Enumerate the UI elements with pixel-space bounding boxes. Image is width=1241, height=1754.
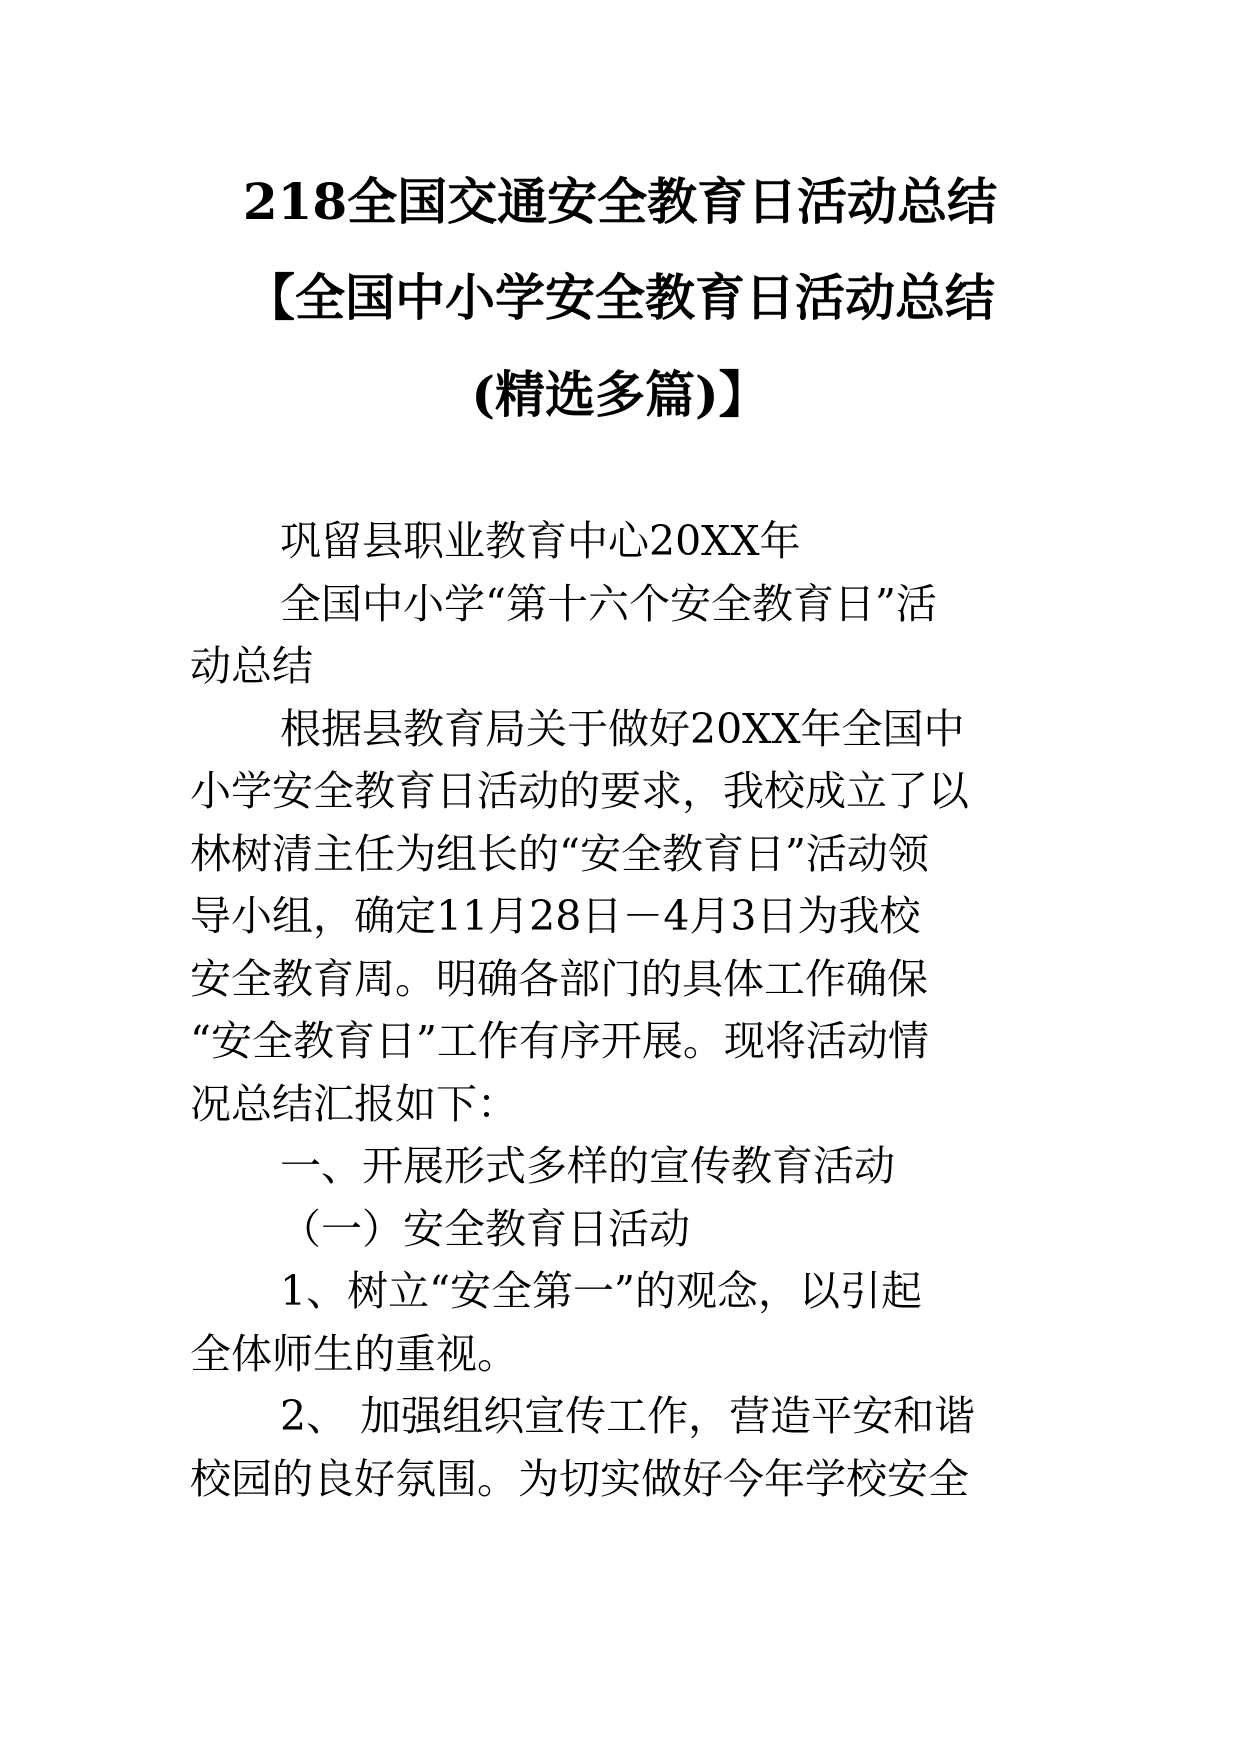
body-line: 导小组，确定11月28日－4月3日为我校 <box>190 892 921 940</box>
body-line: 况总结汇报如下： <box>190 1079 518 1128</box>
body-line: 全国中小学“第十六个安全教育日”活 <box>280 579 937 628</box>
body-line: 全体师生的重视。 <box>190 1329 518 1378</box>
document-title-line-3: (精选多篇)】 <box>471 365 769 424</box>
body-line: 林树清主任为组长的“安全教育日”活动领 <box>190 829 929 878</box>
subsection-heading: （一）安全教育日活动 <box>280 1204 690 1253</box>
body-line: “安全教育日”工作有序开展。现将活动情 <box>190 1017 929 1065</box>
body-line: 小学安全教育日活动的要求，我校成立了以 <box>190 767 969 815</box>
body-line: 2、 加强组织宣传工作，营造平安和谐 <box>280 1392 976 1440</box>
document-title-line-2: 【全国中小学安全教育日活动总结 <box>245 268 995 327</box>
body-line: 校园的良好氛围。为切实做好今年学校安全 <box>190 1454 969 1503</box>
section-heading: 一、开展形式多样的宣传教育活动 <box>280 1142 895 1190</box>
body-line: 巩留县职业教育中心20XX年 <box>280 517 801 565</box>
body-line: 根据县教育局关于做好20XX年全国中 <box>280 704 965 753</box>
body-line: 安全教育周。明确各部门的具体工作确保 <box>190 954 928 1003</box>
document-title-line-1: 218全国交通安全教育日活动总结 <box>242 172 998 231</box>
document-body <box>190 510 1050 1510</box>
body-line: 1、树立“安全第一”的观念，以引起 <box>280 1267 923 1315</box>
body-line: 动总结 <box>190 642 313 690</box>
